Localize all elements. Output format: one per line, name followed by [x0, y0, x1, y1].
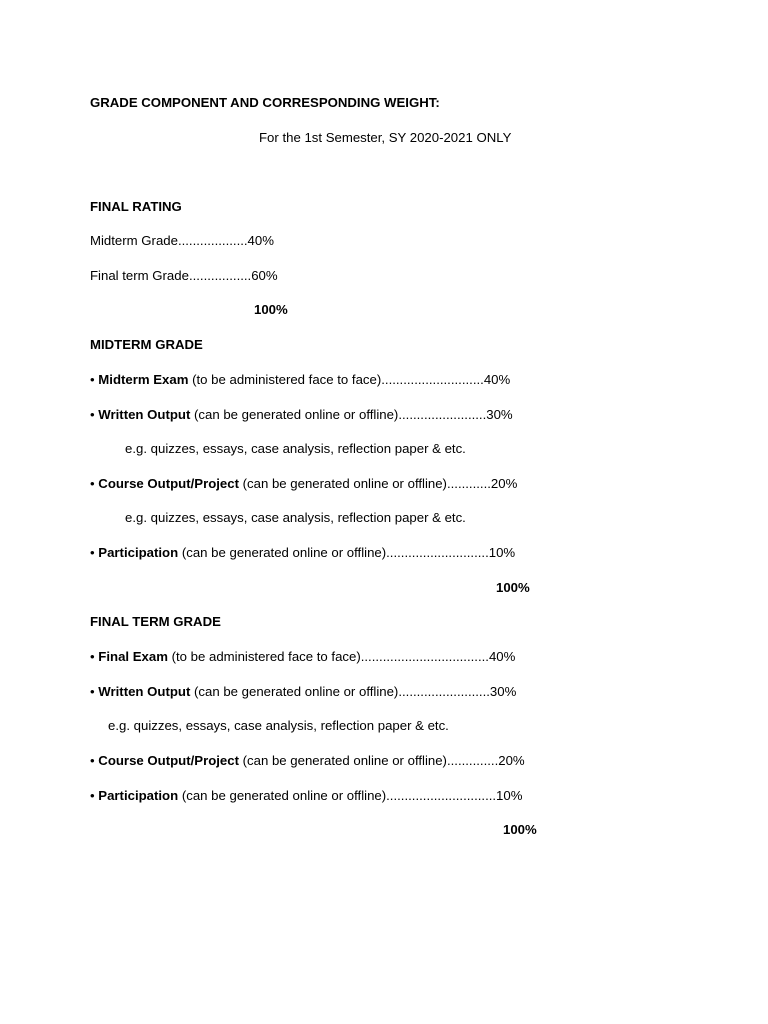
midterm-example-2: e.g. quizzes, essays, case analysis, reflection paper & etc.	[125, 510, 466, 525]
item-detail: (can be generated online or offline).........................30%	[190, 684, 517, 699]
bullet: •	[90, 372, 95, 387]
item-label: Participation	[98, 788, 179, 803]
item-detail: (can be generated online or offline)..............20%	[238, 753, 525, 768]
bullet: •	[90, 684, 95, 699]
item-detail: (can be generated online or offline)..............................10%	[178, 788, 523, 803]
bullet: •	[90, 407, 95, 422]
midterm-total: 100%	[496, 580, 530, 595]
item-label: Final Exam	[98, 649, 168, 664]
item-detail: (to be administered face to face)...................................40%	[167, 649, 516, 664]
item-label: Course Output/Project	[98, 476, 239, 491]
bullet: •	[90, 649, 95, 664]
finalterm-example-1: e.g. quizzes, essays, case analysis, reflection paper & etc.	[108, 718, 449, 733]
finalterm-item-course-output	[90, 753, 525, 769]
midterm-title: MIDTERM GRADE	[90, 337, 203, 352]
item-detail: (to be administered face to face)............................40%	[188, 372, 511, 387]
midterm-item-written-output	[90, 407, 513, 423]
finalterm-item-exam	[90, 649, 515, 665]
item-label: Midterm Exam	[98, 372, 189, 387]
midterm-example-1: e.g. quizzes, essays, case analysis, reflection paper & etc.	[125, 441, 466, 456]
midterm-item-exam	[90, 372, 510, 388]
final-rating-midterm-line: Midterm Grade...................40%	[90, 233, 274, 248]
midterm-item-course-output	[90, 476, 517, 492]
bullet: •	[90, 476, 95, 491]
document-heading: GRADE COMPONENT AND CORRESPONDING WEIGHT:	[90, 95, 440, 110]
item-detail: (can be generated online or offline)........................30%	[190, 407, 513, 422]
midterm-item-participation	[90, 545, 515, 561]
final-rating-title: FINAL RATING	[90, 199, 182, 214]
document-subheading: For the 1st Semester, SY 2020-2021 ONLY	[259, 130, 512, 145]
finalterm-total: 100%	[503, 822, 537, 837]
item-detail: (can be generated online or offline)............................10%	[178, 545, 516, 560]
item-detail: (can be generated online or offline)............20%	[238, 476, 518, 491]
item-label: Written Output	[98, 684, 191, 699]
final-rating-total: 100%	[254, 302, 288, 317]
finalterm-item-participation	[90, 788, 522, 804]
bullet: •	[90, 753, 95, 768]
final-rating-finalterm-line: Final term Grade.................60%	[90, 268, 278, 283]
finalterm-item-written-output	[90, 684, 516, 700]
bullet: •	[90, 788, 95, 803]
item-label: Course Output/Project	[98, 753, 239, 768]
finalterm-title: FINAL TERM GRADE	[90, 614, 221, 629]
item-label: Written Output	[98, 407, 191, 422]
bullet: •	[90, 545, 95, 560]
item-label: Participation	[98, 545, 179, 560]
